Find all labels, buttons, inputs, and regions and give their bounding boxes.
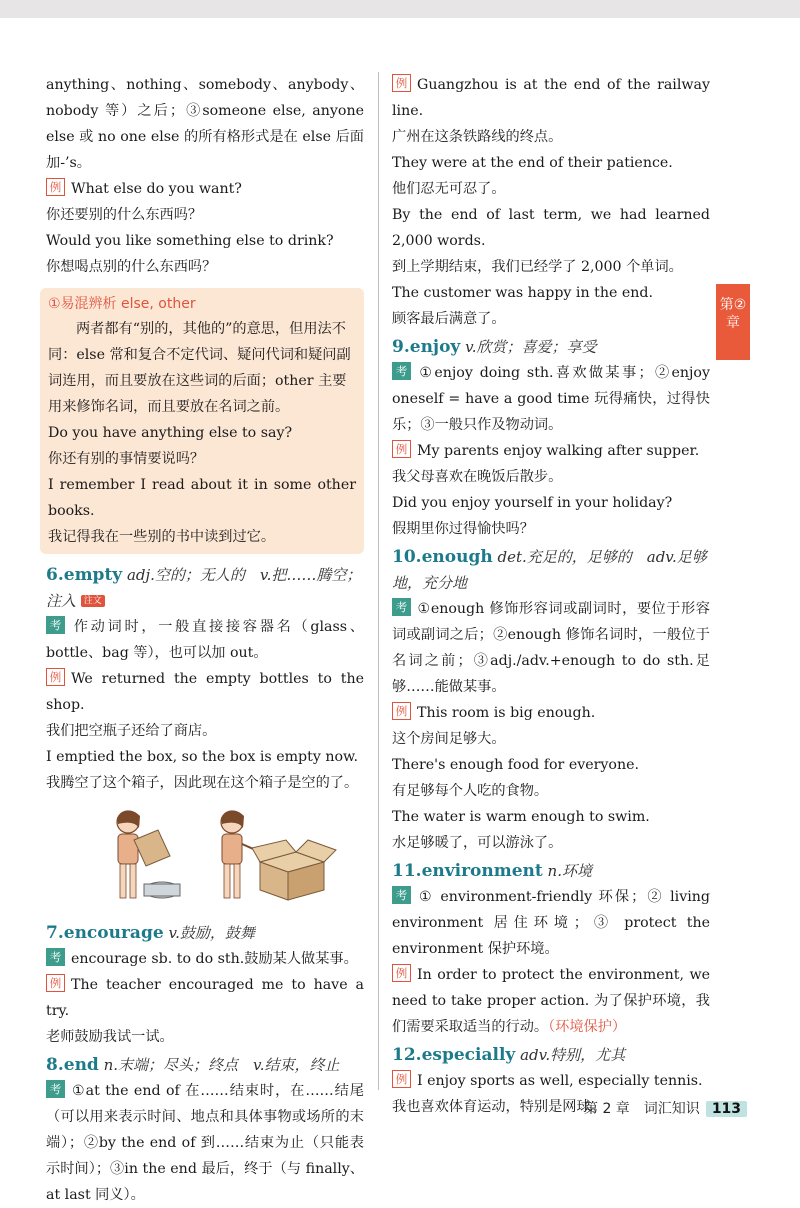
example-zh: 你还要别的什么东西吗？ — [46, 207, 203, 223]
page-number: 113 — [706, 1101, 747, 1117]
example-en: 例 In order to protect the environment, we need to take proper action. 为了保护环境，我们需要采取适当的行动。（环境保护） — [392, 966, 710, 1035]
right-column — [392, 72, 710, 1120]
note-example-en: I remember I read about it in some other books. — [48, 477, 356, 519]
example-badge: 例 — [46, 974, 65, 992]
kao-note: 考 作动词时，一般直接接容器名（glass、bottle、bag 等），也可以加 out。 — [46, 618, 364, 661]
example-zh: 我腾空了这个箱子，因此现在这个箱子是空的了。 — [46, 775, 359, 791]
top-bar — [0, 0, 800, 18]
example-badge: 例 — [392, 1070, 411, 1088]
kao-badge: 考 — [392, 886, 411, 904]
note-body: 两者都有“别的，其他的”的意思，但用法不同：else 常和复合不定代词、疑问代词和疑问副词连用，而且要放在这些词的后面；other 主要用来修饰名词，而且要放在名词之前。 — [48, 321, 351, 415]
example-en: They were at the end of their patience. — [392, 155, 673, 171]
example-zh: 有足够每个人吃的食物。 — [392, 783, 549, 799]
example-zh: 水足够暖了，可以游泳了。 — [392, 835, 563, 851]
example-zh: 广州在这条铁路线的终点。 — [392, 129, 563, 145]
tag-badge: 注文 — [81, 595, 105, 607]
entry-encourage: 7.encourage v.鼓励，鼓舞 — [46, 923, 255, 943]
page-footer — [584, 1098, 747, 1118]
example-badge: 例 — [392, 702, 411, 720]
example-en: There's enough food for everyone. — [392, 757, 640, 773]
example-zh: 到上学期结束，我们已经学了 2,000 个单词。 — [392, 259, 683, 275]
kao-note: 考 ①enjoy doing sth.喜欢做某事；②enjoy oneself = have a good time 玩得痛快，过得快乐；③一般只作及物动词。 — [392, 364, 710, 433]
example-en: I emptied the box, so the box is empty now. — [46, 749, 359, 765]
empty-box-illustration — [46, 800, 364, 908]
example-zh: 你想喝点别的什么东西吗？ — [46, 259, 217, 275]
kao-note: 考 encourage sb. to do sth.鼓励某人做某事。 — [46, 946, 364, 972]
kao-badge: 考 — [392, 362, 411, 380]
example-zh: 这个房间足够大。 — [392, 731, 506, 747]
example-zh: 顾客最后满意了。 — [392, 311, 506, 327]
entry-empty: 6.empty adj.空的；无人的 v.把……腾空；注入 注文 — [46, 565, 362, 610]
entry-end: 8.end n.末端；尽头；终点 v.结束，终止 — [46, 1055, 340, 1075]
chapter-side-tab: 第②章 — [716, 284, 750, 360]
example-en: 例 What else do you want? — [46, 176, 364, 202]
kao-badge: 考 — [46, 1080, 65, 1098]
example-en: Would you like something else to drink? — [46, 233, 334, 249]
example-en: 例 I enjoy sports as well, especially tennis. — [392, 1068, 710, 1094]
example-badge: 例 — [392, 964, 411, 982]
note-example-en: Do you have anything else to say? — [48, 425, 293, 441]
note-example-zh: 你还有别的事情要说吗？ — [48, 451, 205, 467]
entry-enough: 10.enough det.充足的，足够的 adv.足够地，充分地 — [392, 547, 707, 592]
kao-note: 考 ①enough 修饰形容词或副词时，要位于形容词或副词之后；②enough 修饰名词时，一般位于名词之前；③adj./adv.+enough to do sth.足够……能做某事。 — [392, 600, 710, 695]
kao-badge: 考 — [46, 948, 65, 966]
topic-tag: （环境保护） — [548, 1019, 627, 1035]
kao-note: 考 ① environment-friendly 环保；② living environment 居住环境；③ protect the environment 保护环境。 — [392, 888, 710, 957]
example-en: 例 This room is big enough. — [392, 700, 710, 726]
example-zh: 他们忍无可忍了。 — [392, 181, 506, 197]
example-en: 例 Guangzhou is at the end of the railway line. — [392, 76, 710, 119]
example-en: The water is warm enough to swim. — [392, 809, 650, 825]
example-en: 例 We returned the empty bottles to the shop. — [46, 670, 364, 713]
example-badge: 例 — [392, 440, 411, 458]
entry-enjoy: 9.enjoy v.欣赏；喜爱；享受 — [392, 337, 597, 357]
column-divider — [378, 72, 379, 1090]
example-zh: 老师鼓励我试一试。 — [46, 1029, 174, 1045]
left-column — [46, 72, 364, 1208]
note-box — [40, 288, 364, 554]
example-badge: 例 — [392, 74, 411, 92]
example-zh: 假期里你过得愉快吗？ — [392, 521, 534, 537]
example-badge: 例 — [46, 668, 65, 686]
footer-chapter: 第 2 章 词汇知识 — [584, 1101, 700, 1117]
kao-badge: 考 — [392, 598, 411, 616]
example-zh: 我也喜欢体育运动，特别是网球。 — [392, 1099, 605, 1115]
kao-badge: 考 — [46, 616, 65, 634]
example-en: The customer was happy in the end. — [392, 285, 653, 301]
note-title: ①易混辨析 else, other — [48, 296, 196, 312]
note-example-zh: 我记得我在一些别的书中读到过它。 — [48, 529, 276, 545]
example-en: 例 The teacher encouraged me to have a try. — [46, 976, 364, 1019]
entry-environment: 11.environment n.环境 — [392, 861, 592, 881]
example-zh: 我父母喜欢在晚饭后散步。 — [392, 469, 563, 485]
example-en: 例 My parents enjoy walking after supper. — [392, 438, 710, 464]
paragraph: anything、nothing、somebody、anybody、nobody 等）之后；③someone else, anyone else 或 no one else 的所有格形式是在 else 后面加-’s。 — [46, 77, 364, 171]
example-en: By the end of last term, we had learned 2,000 words. — [392, 207, 710, 249]
kao-note: 考 ①at the end of 在……结束时，在……结尾（可以用来表示时间、地点和具体事物或场所的末端）；②by the end of 到……结束为止（只能表示时间）；③in the end 最后，终于（与 finally、at last 同义）。 — [46, 1082, 364, 1203]
example-badge: 例 — [46, 178, 65, 196]
example-en: Did you enjoy yourself in your holiday? — [392, 495, 673, 511]
entry-especially: 12.especially adv.特别，尤其 — [392, 1045, 626, 1065]
example-zh: 我们把空瓶子还给了商店。 — [46, 723, 217, 739]
